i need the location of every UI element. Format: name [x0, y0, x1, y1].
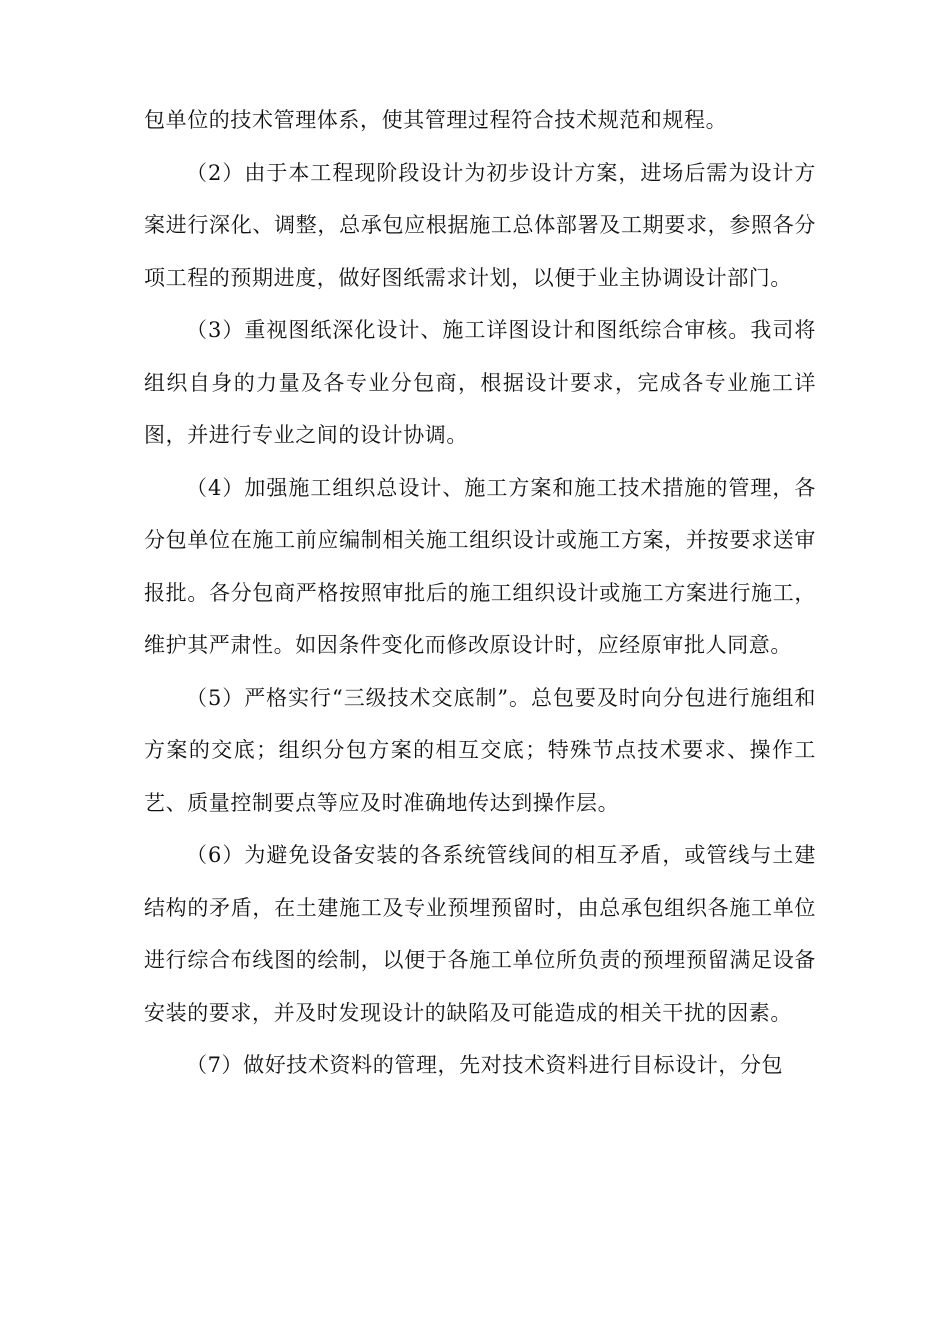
paragraph-6: （6）为避免设备安装的各系统管线间的相互矛盾，或管线与土建结构的矛盾，在土建施工及专业预埋预留时，由总承包组织各施工单位进行综合布线图的绘制，以便于各施工单位所负责的预埋预留满足设备安装的要求，并及时发现设计的缺陷及可能造成的相关干扰的因素。	[144, 843, 816, 1025]
document-body	[144, 94, 816, 1092]
paragraph-1: 包单位的技术管理体系，使其管理过程符合技术规范和规程。	[144, 108, 728, 132]
paragraph-3: （3）重视图纸深化设计、施工详图设计和图纸综合审核。我司将组织自身的力量及各专业分包商，根据设计要求，完成各专业施工详图，并进行专业之间的设计协调。	[144, 318, 816, 447]
paragraph-4: （4）加强施工组织总设计、施工方案和施工技术措施的管理，各分包单位在施工前应编制相关施工组织设计或施工方案，并按要求送审报批。各分包商严格按照审批后的施工组织设计或施工方案进行施工，维护其严肃性。如因条件变化而修改原设计时，应经原审批人同意。	[144, 475, 816, 657]
paragraph-5: （5）严格实行“三级技术交底制”。总包要及时向分包进行施组和方案的交底；组织分包方案的相互交底；特殊节点技术要求、操作工艺、质量控制要点等应及时准确地传达到操作层。	[144, 685, 816, 815]
paragraph-7: （7）做好技术资料的管理，先对技术资料进行目标设计，分包	[186, 1053, 784, 1077]
paragraph-2: （2）由于本工程现阶段设计为初步设计方案，进场后需为设计方案进行深化、调整，总承包应根据施工总体部署及工期要求，参照各分项工程的预期进度，做好图纸需求计划，以便于业主协调设计部门。	[144, 160, 816, 290]
